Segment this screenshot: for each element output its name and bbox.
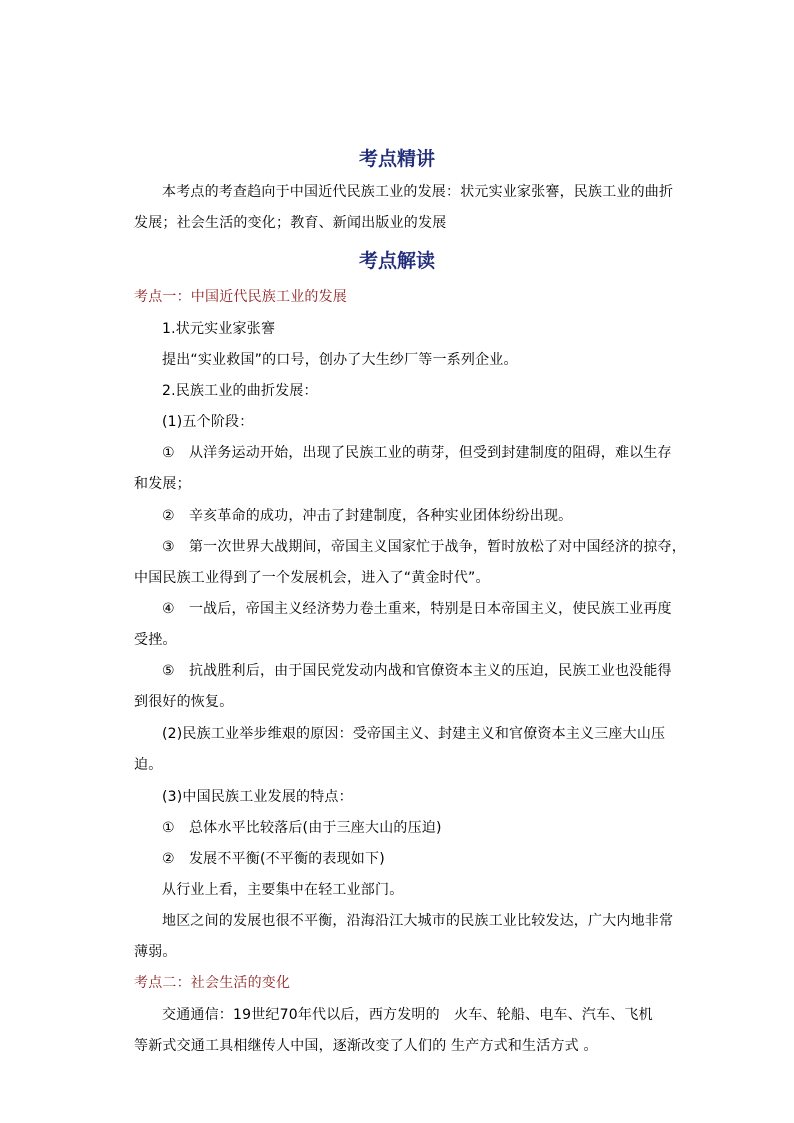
- feature2-line: ② 发展不平衡(不平衡的表现如下): [162, 851, 385, 867]
- point1-title: 1.状元实业家张謇: [162, 321, 276, 337]
- point1-text: 提出“实业救国”的口号，创办了大生纱厂等一系列企业。: [162, 352, 518, 368]
- feature2-region-line-1: 地区之间的发展也很不平衡，沿海沿江大城市的民族工业比较发达，广大内地非常: [162, 913, 674, 929]
- stage3-line-1: ③ 第一次世界大战期间，帝国主义国家忙于战争，暂时放松了对中国经济的掠夺，: [162, 539, 686, 555]
- stage1-line-2: 和发展；: [134, 476, 191, 492]
- intro-line-1: 本考点的考查趋向于中国近代民族工业的发展：状元实业家张謇，民族工业的曲折: [162, 184, 674, 200]
- stage1-line-1: ① 从洋务运动开始，出现了民族工业的萌芽，但受到封建制度的阻碍，难以生存: [162, 445, 672, 461]
- intro-line-2: 发展；社会生活的变化；教育、新闻出版业的发展: [134, 215, 447, 231]
- section2-heading: 考点二：社会生活的变化: [134, 975, 291, 991]
- feature2-industry: 从行业上看，主要集中在轻工业部门。: [162, 882, 404, 898]
- stage5-line-1: ⑤ 抗战胜利后，由于国民党发动内战和官僚资本主义的压迫，民族工业也没能得: [162, 663, 672, 679]
- stage2-line: ② 辛亥革命的成功，冲击了封建制度，各种实业团体纷纷出现。: [162, 508, 573, 524]
- section2-text-line-2: 等新式交通工具相继传人中国，逐渐改变了人们的 生产方式和生活方式 。: [134, 1038, 598, 1054]
- section1-heading: 考点一：中国近代民族工业的发展: [134, 289, 347, 305]
- sub1-title: (1)五个阶段：: [162, 414, 254, 430]
- feature2-region-line-2: 薄弱。: [134, 944, 177, 960]
- stage4-line-2: 受挫。: [134, 632, 177, 648]
- feature1-line: ① 总体水平比较落后(由于三座大山的压迫): [162, 820, 442, 836]
- title-kaodian-jiedu: 考点解读: [358, 250, 435, 272]
- stage3-line-2: 中国民族工业得到了一个发展机会，进入了“黄金时代”。: [134, 570, 490, 586]
- section2-text-line-1: 交通通信：19世纪70年代以后，西方发明的 火车、轮船、电车、汽车、飞机: [162, 1007, 653, 1023]
- stage4-line-1: ④ 一战后，帝国主义经济势力卷土重来，特别是日本帝国主义，使民族工业再度: [162, 601, 672, 617]
- title-kaodian-jingjiang: 考点精讲: [358, 148, 435, 170]
- stage5-line-2: 到很好的恢复。: [134, 694, 234, 710]
- sub2-line-1: (2)民族工业举步维艰的原因：受帝国主义、封建主义和官僚资本主义三座大山压: [162, 726, 666, 742]
- sub2-line-2: 迫。: [134, 757, 163, 773]
- sub3-title: (3)中国民族工业发展的特点：: [162, 789, 353, 805]
- point2-title: 2.民族工业的曲折发展：: [162, 383, 318, 399]
